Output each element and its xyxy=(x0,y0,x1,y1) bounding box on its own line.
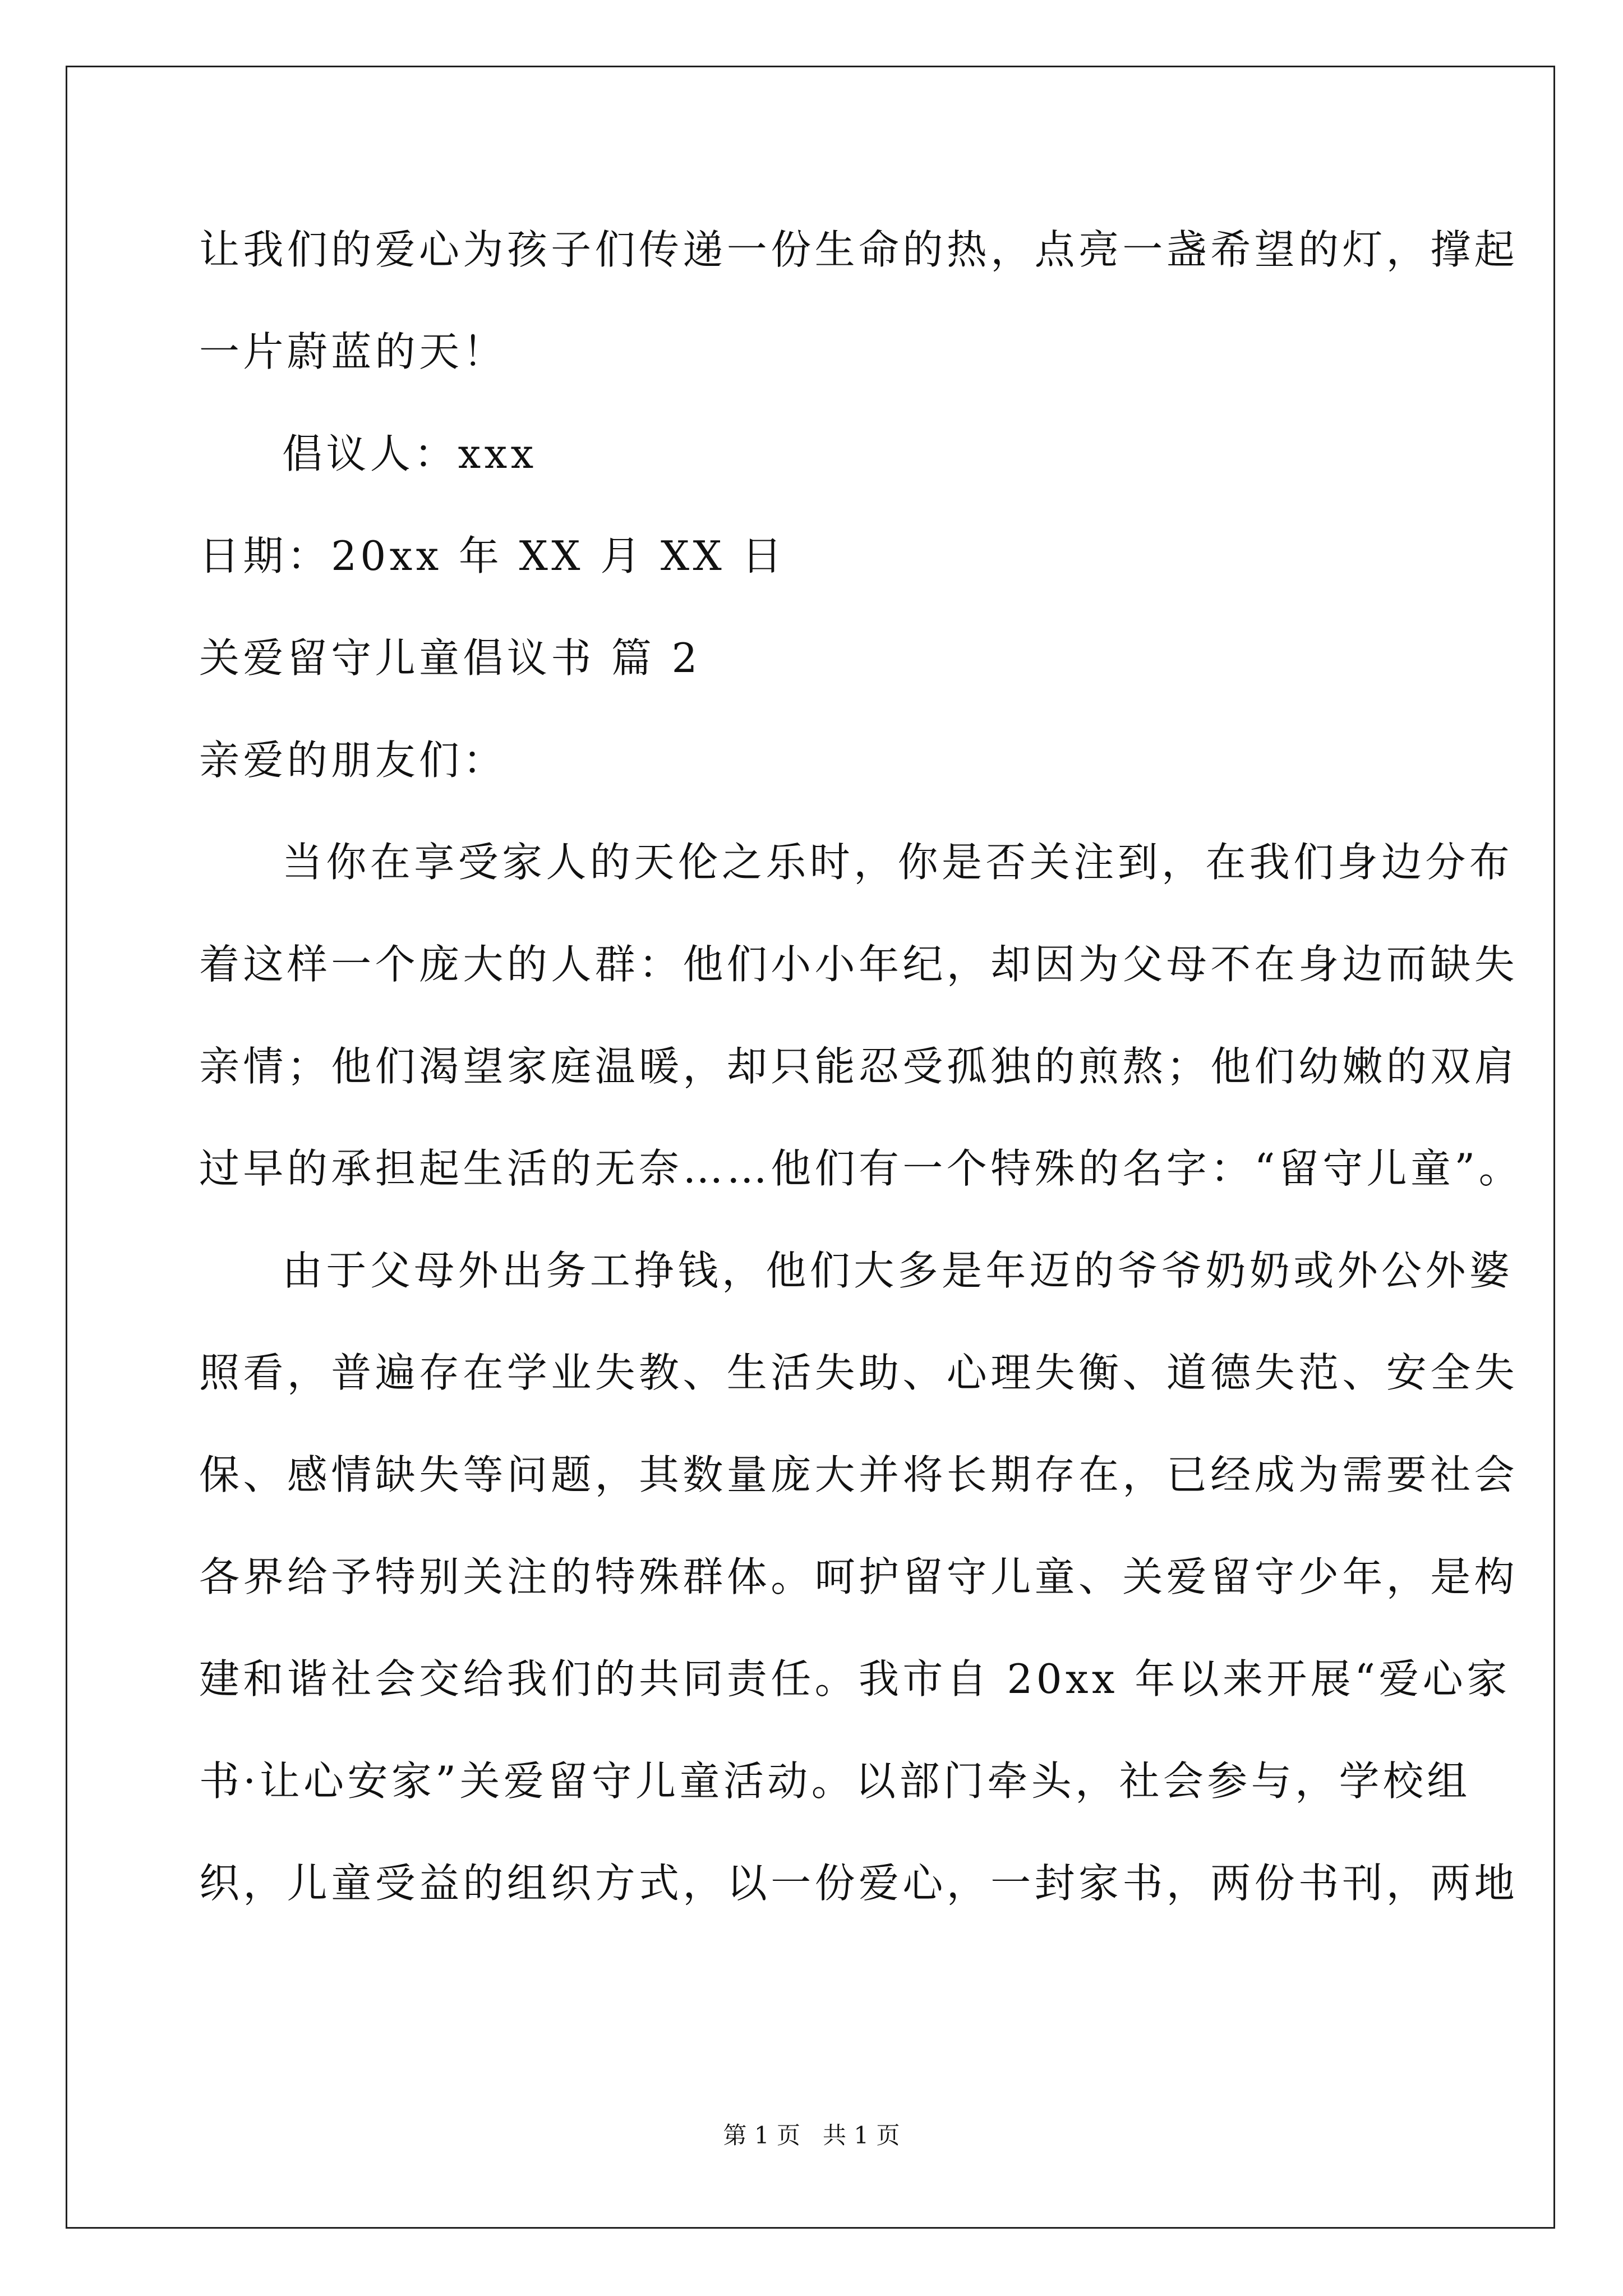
paragraph-line: 书·让心安家”关爱留守儿童活动。以部门牵头，社会参与，学校组 xyxy=(199,1757,1471,1805)
paragraph-line: 着这样一个庞大的人群：他们小小年纪，却因为父母不在身边而缺失 xyxy=(199,941,1519,988)
date-line: 日期：20xx 年 XX 月 XX 日 xyxy=(199,532,786,579)
paragraph-line: 建和谐社会交给我们的共同责任。我市自 20xx 年以来开展“爱心家 xyxy=(199,1655,1511,1703)
paragraph-line: 织，儿童受益的组织方式，以一份爱心，一封家书，两份书刊，两地 xyxy=(199,1860,1519,1907)
page-total: 共 1 页 xyxy=(823,2122,900,2149)
paragraph-line: 当你在享受家人的天伦之乐时，你是否关注到，在我们身边分布 xyxy=(282,839,1514,886)
page-footer xyxy=(0,2122,1623,2150)
paragraph-line: 一片蔚蓝的天！ xyxy=(199,328,507,375)
salutation: 亲爱的朋友们： xyxy=(199,737,507,784)
paragraph-line: 亲情；他们渴望家庭温暖，却只能忍受孤独的煎熬；他们幼嫩的双肩 xyxy=(199,1043,1519,1090)
paragraph-line: 让我们的爱心为孩子们传递一份生命的热，点亮一盏希望的灯，撑起 xyxy=(199,226,1519,273)
document-body xyxy=(199,224,1523,1960)
paragraph-line: 保、感情缺失等问题，其数量庞大并将长期存在，已经成为需要社会 xyxy=(199,1451,1519,1498)
paragraph-line: 过早的承担起生活的无奈……他们有一个特殊的名字：“留守儿童”。 xyxy=(199,1145,1523,1192)
paragraph-line: 各界给予特别关注的特殊群体。呵护留守儿童、关爱留守少年，是构 xyxy=(199,1553,1519,1600)
paragraph-line: 照看，普遍存在学业失教、生活失助、心理失衡、道德失范、安全失 xyxy=(199,1349,1519,1396)
initiator-line: 倡议人：xxx xyxy=(282,430,537,477)
page-number: 第 1 页 xyxy=(723,2122,800,2149)
section-heading: 关爱留守儿童倡议书 篇 2 xyxy=(199,634,701,682)
paragraph-line: 由于父母外出务工挣钱，他们大多是年迈的爷爷奶奶或外公外婆 xyxy=(282,1247,1514,1294)
